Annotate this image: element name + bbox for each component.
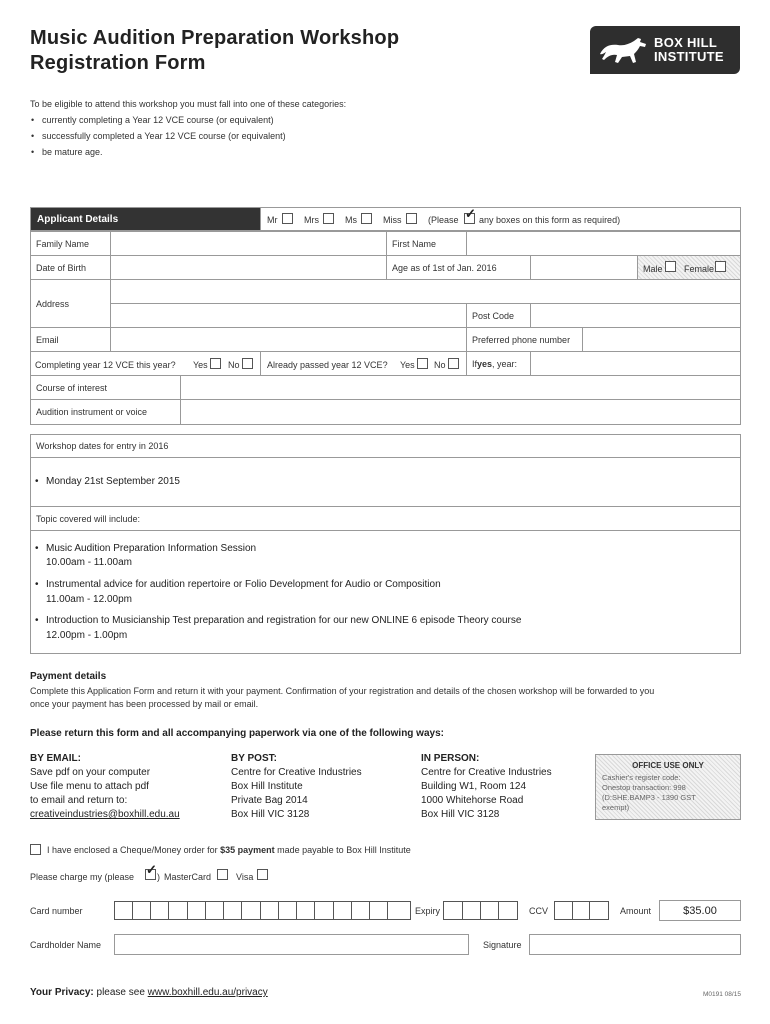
by-email-column: BY EMAIL: Save pdf on your computer Use file menu to attach pdf to email and return to: creativeindustries@boxhill.edu.au bbox=[30, 753, 180, 820]
age-label: Age as of 1st of Jan. 2016 bbox=[386, 255, 531, 280]
post-code-input[interactable] bbox=[530, 303, 741, 328]
male-checkbox[interactable] bbox=[665, 261, 676, 272]
post-code-label: Post Code bbox=[466, 303, 531, 328]
course-label: Course of interest bbox=[30, 375, 181, 400]
amount-value: $35.00 bbox=[659, 900, 741, 921]
amount-label: Amount bbox=[620, 906, 652, 916]
passed-yes-checkbox[interactable] bbox=[417, 358, 428, 369]
title-ms-checkbox[interactable] bbox=[361, 213, 372, 224]
title-ms-label: Ms bbox=[345, 215, 357, 225]
address-label: Address bbox=[30, 279, 111, 328]
address-input-line-2[interactable] bbox=[110, 303, 467, 328]
title-miss-label: Miss bbox=[383, 215, 402, 225]
cheque-label: I have enclosed a Cheque/Money order for $35 payment made payable to Box Hill Institute bbox=[47, 845, 411, 855]
expiry-input[interactable] bbox=[443, 901, 518, 920]
eligibility-item: • be mature age. bbox=[30, 144, 346, 160]
title-miss-checkbox[interactable] bbox=[406, 213, 417, 224]
by-post-title: BY POST: bbox=[231, 753, 277, 764]
topic-text: • Music Audition Preparation Information Session bbox=[46, 543, 256, 554]
first-name-input[interactable] bbox=[466, 231, 741, 256]
instrument-input[interactable] bbox=[180, 399, 741, 425]
title-mrs-label: Mrs bbox=[304, 215, 319, 225]
instrument-label: Audition instrument or voice bbox=[30, 399, 181, 425]
by-email-title: BY EMAIL: bbox=[30, 753, 81, 764]
title-mr-label: Mr bbox=[267, 215, 278, 225]
completing-vce-label: Completing year 12 VCE this year? bbox=[35, 360, 176, 370]
completing-no-label: No bbox=[228, 360, 240, 370]
course-input[interactable] bbox=[180, 375, 741, 400]
topic-text: • Introduction to Musicianship Test preparation and registration for our new ONLINE 6 episode Theory course bbox=[46, 615, 521, 626]
passed-no-checkbox[interactable] bbox=[448, 358, 459, 369]
completing-yes-checkbox[interactable] bbox=[210, 358, 221, 369]
topic-time: 10.00am - 11.00am bbox=[46, 557, 132, 568]
age-input[interactable] bbox=[530, 255, 638, 280]
mastercard-label: MasterCard bbox=[164, 872, 212, 882]
passed-yes-label: Yes bbox=[400, 360, 415, 370]
year-input[interactable] bbox=[530, 351, 741, 376]
card-number-input[interactable] bbox=[114, 901, 411, 920]
in-person-column: IN PERSON: Centre for Creative Industries Building W1, Room 124 1000 Whitehorse Road Box Hill VIC 3128 bbox=[421, 753, 552, 820]
topics-label: Topic covered will include: bbox=[30, 506, 741, 531]
applicant-details-header: Applicant Details bbox=[30, 207, 261, 231]
title-line-2: Registration Form bbox=[30, 52, 206, 74]
in-person-title: IN PERSON: bbox=[421, 753, 480, 764]
form-code: M0191 08/15 bbox=[703, 991, 741, 998]
logo-line-2: INSTITUTE bbox=[654, 49, 724, 64]
topic-time: 11.00am - 12.00pm bbox=[46, 594, 132, 605]
passed-vce-label: Already passed year 12 VCE? bbox=[267, 360, 388, 370]
office-use-box: OFFICE USE ONLY Cashier's register code: Onestop transaction: 998 (D:SHE.BAMP3 - 1390 GST exempt) bbox=[595, 754, 741, 820]
signature-label: Signature bbox=[483, 940, 522, 950]
female-checkbox[interactable] bbox=[715, 261, 726, 272]
ccv-label: CCV bbox=[529, 906, 549, 916]
if-yes-year-label: If yes , year: bbox=[466, 351, 531, 376]
tick-mark-icon: ✓ bbox=[465, 206, 476, 221]
privacy-link[interactable]: www.boxhill.edu.au/privacy bbox=[147, 987, 268, 998]
cardholder-input[interactable] bbox=[114, 934, 469, 955]
ccv-input[interactable] bbox=[554, 901, 609, 920]
privacy-note: Your Privacy: please see www.boxhill.edu.au/privacy bbox=[30, 987, 268, 998]
passed-no-label: No bbox=[434, 360, 446, 370]
completing-no-checkbox[interactable] bbox=[242, 358, 253, 369]
horse-icon bbox=[596, 32, 652, 68]
workshop-date: • Monday 21st September 2015 bbox=[46, 476, 180, 487]
mastercard-checkbox[interactable] bbox=[217, 869, 228, 880]
email-link[interactable]: creativeindustries@boxhill.edu.au bbox=[30, 809, 180, 820]
office-use-title: OFFICE USE ONLY bbox=[632, 761, 704, 770]
workshop-dates-label: Workshop dates for entry in 2016 bbox=[30, 434, 741, 458]
family-name-input[interactable] bbox=[110, 231, 387, 256]
return-methods-title: Please return this form and all accompanying paperwork via one of the following ways: bbox=[30, 728, 444, 739]
topic-text: • Instrumental advice for audition repertoire or Folio Development for Audio or Composition bbox=[46, 579, 441, 590]
page-title bbox=[30, 26, 399, 76]
family-name-label: Family Name bbox=[30, 231, 111, 256]
expiry-label: Expiry bbox=[415, 906, 441, 916]
payment-instructions: Complete this Application Form and return it with your payment. Confirmation of your registration and details of the chosen workshop will be forwarded to you once your payment has been processed by mail or email. bbox=[30, 686, 655, 709]
address-input-line-1[interactable] bbox=[110, 279, 741, 304]
title-mr-checkbox[interactable] bbox=[282, 213, 293, 224]
charge-card-paren: ) bbox=[157, 872, 160, 882]
payment-title: Payment details bbox=[30, 671, 107, 682]
completing-yes-label: Yes bbox=[193, 360, 208, 370]
cardholder-label: Cardholder Name bbox=[30, 940, 102, 950]
first-name-label: First Name bbox=[386, 231, 467, 256]
tick-mark-icon: ✓ bbox=[146, 862, 157, 877]
charge-card-label: Please charge my (please bbox=[30, 872, 135, 882]
topic-time: 12.00pm - 1.00pm bbox=[46, 630, 128, 641]
dob-label: Date of Birth bbox=[30, 255, 111, 280]
eligibility-lead: To be eligible to attend this workshop you must fall into one of these categories: bbox=[30, 99, 347, 109]
phone-label: Preferred phone number bbox=[466, 327, 583, 352]
box-hill-logo bbox=[590, 26, 740, 74]
tick-note-end: any boxes on this form as required) bbox=[479, 215, 621, 225]
eligibility-item: • successfully completed a Year 12 VCE course (or equivalent) bbox=[30, 128, 346, 144]
email-label: Email bbox=[30, 327, 111, 352]
signature-input[interactable] bbox=[529, 934, 741, 955]
email-input[interactable] bbox=[110, 327, 467, 352]
logo-line-1: BOX HILL bbox=[654, 35, 718, 50]
male-label: Male bbox=[643, 264, 663, 274]
phone-input[interactable] bbox=[582, 327, 741, 352]
eligibility-item: • currently completing a Year 12 VCE course (or equivalent) bbox=[30, 112, 346, 128]
title-line-1: Music Audition Preparation Workshop bbox=[30, 27, 400, 49]
eligibility-intro bbox=[30, 96, 346, 160]
card-number-label: Card number bbox=[30, 906, 83, 916]
by-post-column: BY POST: Centre for Creative Industries Box Hill Institute Private Bag 2014 Box Hill VIC 3128 bbox=[231, 753, 362, 820]
visa-checkbox[interactable] bbox=[257, 869, 268, 880]
title-mrs-checkbox[interactable] bbox=[323, 213, 334, 224]
cheque-checkbox[interactable] bbox=[30, 844, 41, 855]
female-label: Female bbox=[684, 264, 715, 274]
tick-note-start: (Please bbox=[428, 215, 459, 225]
dob-input[interactable] bbox=[110, 255, 387, 280]
visa-label: Visa bbox=[236, 872, 254, 882]
